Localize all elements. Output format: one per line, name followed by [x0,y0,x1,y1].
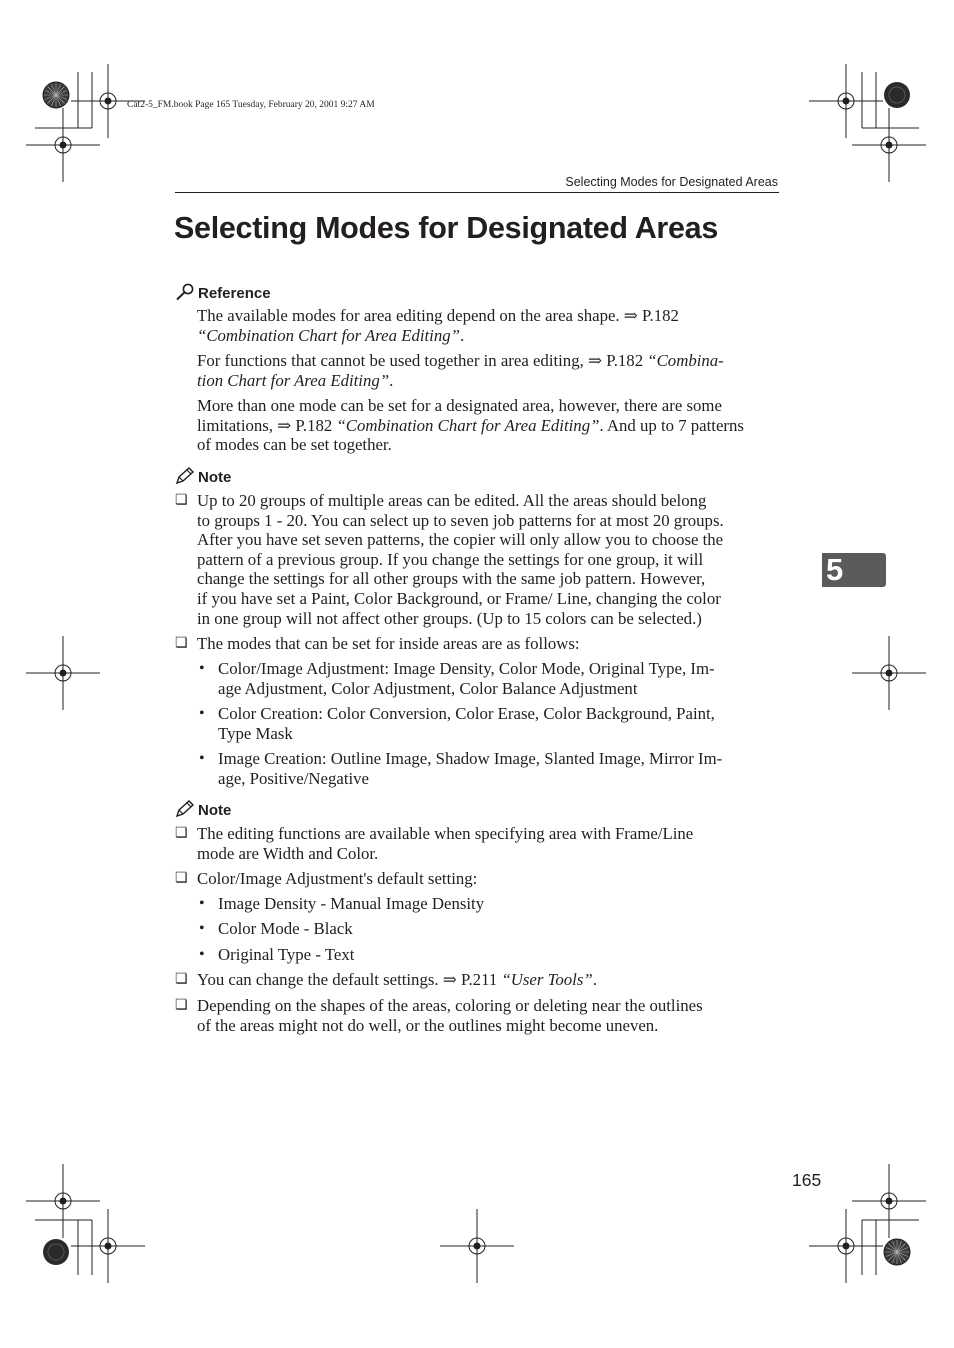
reference-p1-period: . [459,325,465,345]
bullet-line: Image Creation: Outline Image, Shadow Image, Slanted Image, Mirror Im- [218,749,723,768]
bullet: • [199,920,205,937]
note-2-heading [175,800,231,822]
note-1-heading [175,467,231,489]
note-1-item-2-box: ❏ [175,636,188,651]
bullet-line: age, Positive/Negative [218,768,369,788]
chapter-tab [822,553,886,587]
bullet: • [199,750,205,767]
note-2-bullet-1: Image Density - Manual Image Density [218,894,485,913]
note-2-item-3-box: ❏ [175,972,188,987]
user-tools-reference: “User Tools” [501,970,593,989]
note-2-item-1 [197,824,778,863]
reference-p3-line2-end: . And up to 7 patterns [599,415,744,435]
note-2-item-1-line: The editing functions are available when specifying area with Frame/Line [197,824,694,843]
note-2-item-1-line: mode are Width and Color. [197,843,379,863]
reference-paragraph-1 [197,306,778,345]
note-1-bullet-1 [218,659,778,698]
note-2-bullet-2: Color Mode - Black [218,919,353,938]
pencil-icon [175,800,195,822]
note-1-item-1 [197,491,778,628]
reference-p2-line2: tion Chart for Area Editing” [197,370,390,390]
bullet-line: Color/Image Adjustment: Image Density, Color Mode, Original Type, Im- [218,659,715,678]
note-1-bullet-3 [218,749,778,788]
note-2-item-3 [197,970,778,990]
page-title: Selecting Modes for Designated Areas [174,211,718,245]
note-2-item-2: Color/Image Adjustment's default setting: [197,869,478,888]
note-2-item-3-text: You can change the default settings. ⇒ P.211 [197,970,502,989]
reference-paragraph-2 [197,351,778,390]
bullet: • [199,946,205,963]
note-1-item-1-line: Up to 20 groups of multiple areas can be edited. All the areas should belong [197,491,707,510]
reference-label: Reference [198,285,271,302]
note-2-item-4-line: of the areas might not do well, or the outlines might become uneven. [197,1015,659,1035]
bullet-line: Type Mask [218,723,293,743]
note-1-bullet-2 [218,704,778,743]
running-head: Selecting Modes for Designated Areas [565,175,778,189]
header-rule [175,192,779,193]
note-1-item-1-line: After you have set seven patterns, the copier will only allow you to choose the [197,530,724,550]
note-1-item-1-line: change the settings for all other groups with the same job pattern. However, [197,569,706,589]
reference-p2-period: . [389,370,394,390]
bullet: • [199,705,205,722]
page-number: 165 [792,1170,822,1190]
note-1-item-1-line: in one group will not affect other groups. (Up to 15 colors can be selected.) [197,608,702,628]
note-1-item-2: The modes that can be set for inside areas are as follows: [197,634,580,653]
bullet: • [199,660,205,677]
note-2-item-4-box: ❏ [175,998,188,1013]
bullet-line: Color Creation: Color Conversion, Color Erase, Color Background, Paint, [218,704,715,723]
note-1-item-1-box: ❏ [175,493,188,508]
reference-p3-line3: of modes can be set together. [197,435,392,455]
note-2-item-4-line: Depending on the shapes of the areas, coloring or deleting near the outlines [197,996,703,1015]
reference-p2-line1: For functions that cannot be used together in area editing, ⇒ P.182 [197,351,648,370]
note-1-item-1-line: to groups 1 - 20. You can select up to seven job patterns for at most 20 groups. [197,510,724,530]
reference-heading [175,283,271,305]
note-1-item-1-line: pattern of a previous group. If you change the settings for one group, it will [197,549,704,569]
reference-p2-line1-link: “Combina- [647,351,724,370]
note-2-item-4 [197,996,778,1035]
note-2-bullet-3: Original Type - Text [218,945,355,964]
reference-p3-link: “Combination Chart for Area Editing” [336,415,600,435]
magnifier-icon [175,283,195,305]
note-2-item-1-box: ❏ [175,826,188,841]
reference-p3-line2: limitations, ⇒ P.182 [197,415,337,435]
note-2-item-3-period: . [592,970,597,989]
reference-p3-line1: More than one mode can be set for a designated area, however, there are some [197,396,722,415]
bullet: • [199,895,205,912]
reference-p1-line1: The available modes for area editing depend on the area shape. ⇒ P.182 [197,306,679,325]
print-info: Cat2-5_FM.book Page 165 Tuesday, February 20, 2001 9:27 AM [127,100,375,110]
note-2-label: Note [198,802,232,819]
note-1-item-1-line: if you have set a Paint, Color Background, or Frame/ Line, changing the color [197,588,721,608]
pencil-icon [175,467,195,489]
reference-p1-line2: “Combination Chart for Area Editing” [197,325,460,345]
reference-paragraph-3 [197,396,778,455]
bullet-line: age Adjustment, Color Adjustment, Color Balance Adjustment [218,678,638,698]
chapter-number: 5 [826,552,844,587]
note-1-label: Note [198,469,232,486]
note-2-item-2-box: ❏ [175,871,188,886]
